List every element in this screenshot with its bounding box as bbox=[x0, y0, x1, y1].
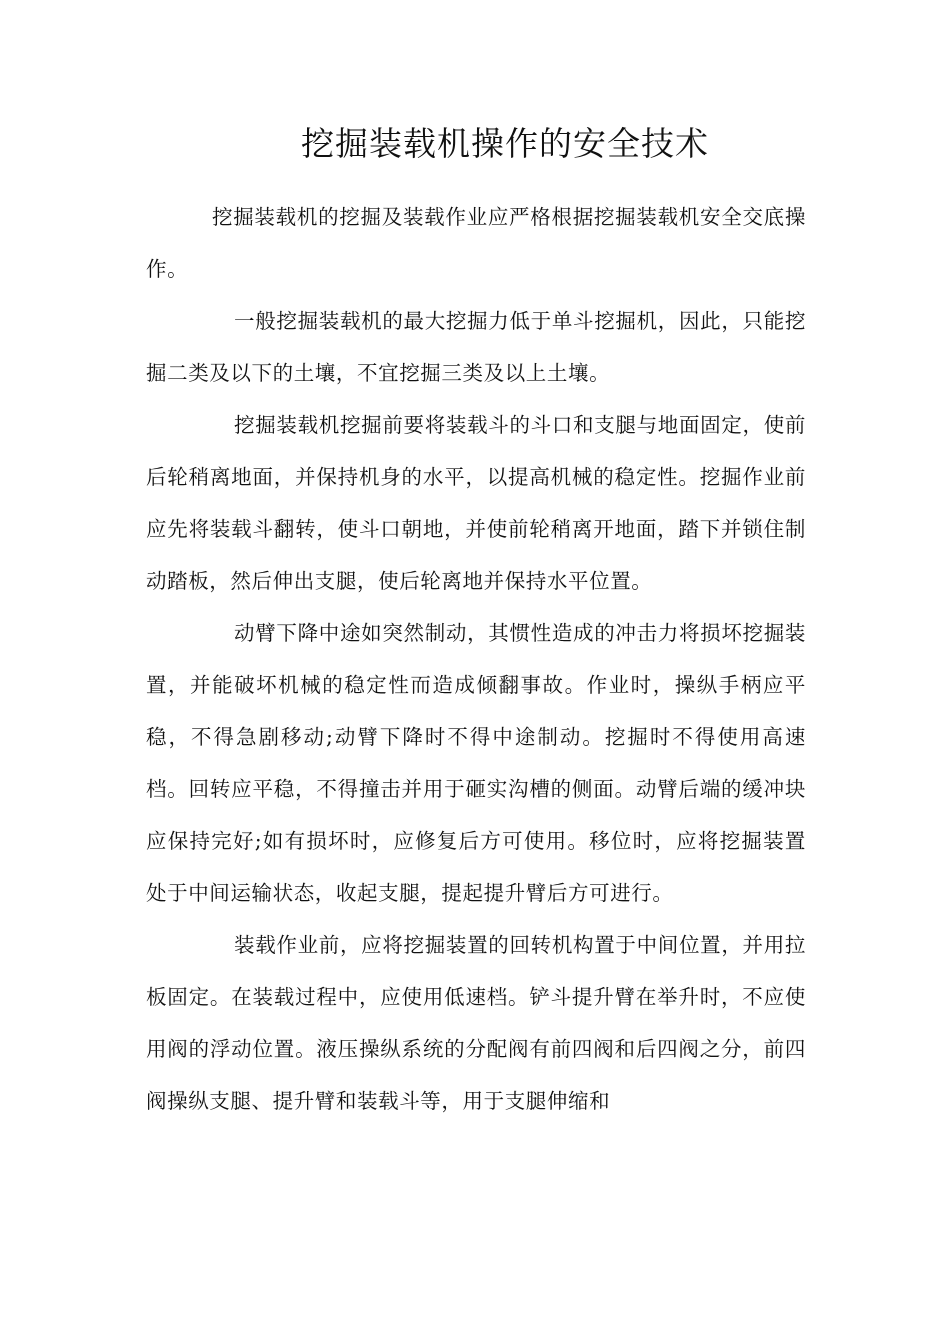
paragraph: 一般挖掘装载机的最大挖掘力低于单斗挖掘机，因此，只能挖掘二类及以下的土壤，不宜挖掘三类及以上土壤。 bbox=[146, 309, 806, 385]
paragraph: 挖掘装载机挖掘前要将装载斗的斗口和支腿与地面固定，使前后轮稍离地面，并保持机身的水平，以提高机械的稳定性。挖掘作业前应先将装载斗翻转，使斗口朝地，并使前轮稍离开地面，踏下并锁住制动踏板，然后伸出支腿，使后轮离地并保持水平位置。 bbox=[146, 413, 806, 593]
paragraph: 挖掘装载机的挖掘及装载作业应严格根据挖掘装载机安全交底操作。 bbox=[146, 205, 806, 281]
paragraph: 装载作业前，应将挖掘装置的回转机构置于中间位置，并用拉板固定。在装载过程中，应使用低速档。铲斗提升臂在举升时，不应使用阀的浮动位置。液压操纵系统的分配阀有前四阀和后四阀之分，前四阀操纵支腿、提升臂和装载斗等，用于支腿伸缩和 bbox=[146, 933, 806, 1113]
document-body bbox=[146, 191, 806, 1127]
document-title: 挖掘装载机操作的安全技术 bbox=[301, 124, 709, 163]
paragraph: 动臂下降中途如突然制动，其惯性造成的冲击力将损坏挖掘装置，并能破坏机械的稳定性而造成倾翻事故。作业时，操纵手柄应平稳，不得急剧移动;动臂下降时不得中途制动。挖掘时不得使用高速档。回转应平稳，不得撞击并用于砸实沟槽的侧面。动臂后端的缓冲块应保持完好;如有损坏时，应修复后方可使用。移位时，应将挖掘装置处于中间运输状态，收起支腿，提起提升臂后方可进行。 bbox=[146, 621, 806, 905]
